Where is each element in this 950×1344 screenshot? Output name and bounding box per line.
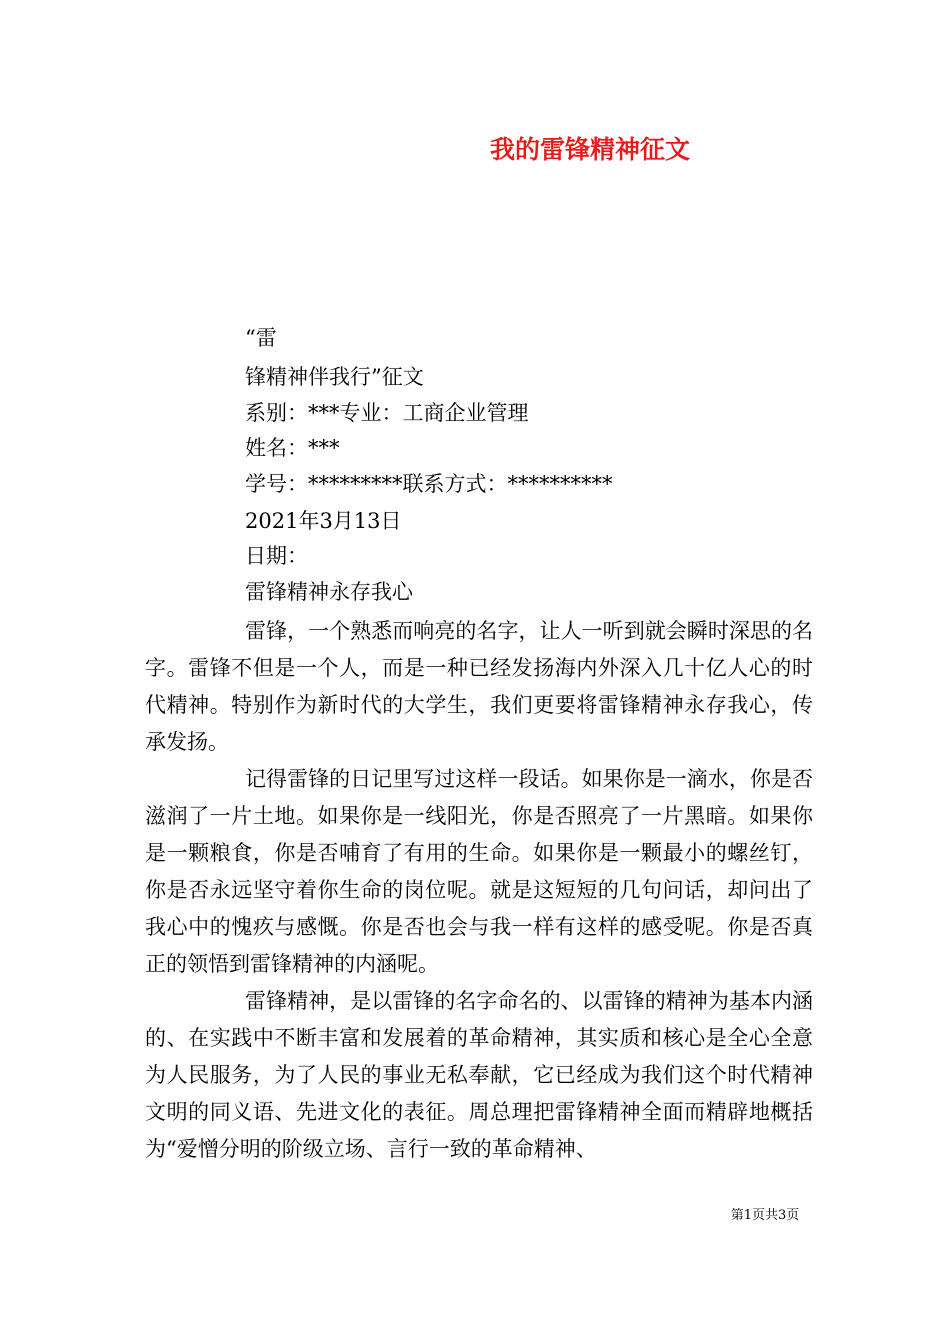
- header-line-quote-open: “雷: [245, 326, 277, 350]
- header-line-student-id: 学号：*********联系方式：**********: [245, 472, 613, 496]
- paragraph: 记得雷锋的日记里写过这样一段话。如果你是一滴水，你是否滋润了一片土地。如果你是一线阳光，你是否照亮了一片黑暗。如果你是一颗粮食，你是否哺育了有用的生命。如果你是一颗最小的螺丝钉，你是否永远坚守着你生命的岗位呢。就是这短短的几句问话，却问出了我心中的愧疚与感慨。你是否也会与我一样有这样的感受呢。你是否真正的领悟到雷锋精神的内涵呢。: [145, 767, 813, 976]
- header-line-name: 姓名：***: [245, 436, 340, 460]
- page-number-footer: 第1页共3页: [730, 1208, 800, 1223]
- header-line-essay-theme: 锋精神伴我行”征文: [245, 365, 424, 389]
- paragraph: 雷锋精神，是以雷锋的名字命名的、以雷锋的精神为基本内涵的、在实践中不断丰富和发展着的革命精神，其实质和核心是全心全意为人民服务，为了人民的事业无私奉献，它已经成为我们这个时代精神文明的同义语、先进文化的表征。周总理把雷锋精神全面而精辟地概括为“爱憎分明的阶级立场、言行一致的革命精神、: [145, 989, 813, 1161]
- header-line-date-label: 日期：: [245, 544, 308, 568]
- body-text: [145, 613, 813, 1168]
- header-line-subtitle: 雷锋精神永存我心: [245, 580, 413, 604]
- header-line-date-value: 2021年3月13日: [245, 509, 402, 533]
- document-title: 我的雷锋精神征文: [489, 135, 690, 164]
- paragraph: 雷锋，一个熟悉而响亮的名字，让人一听到就会瞬时深思的名字。雷锋不但是一个人，而是一种已经发扬海内外深入几十亿人心的时代精神。特别作为新时代的大学生，我们更要将雷锋精神永存我心，传承发扬。: [145, 619, 813, 754]
- header-line-department: 系别：***专业：工商企业管理: [245, 401, 529, 425]
